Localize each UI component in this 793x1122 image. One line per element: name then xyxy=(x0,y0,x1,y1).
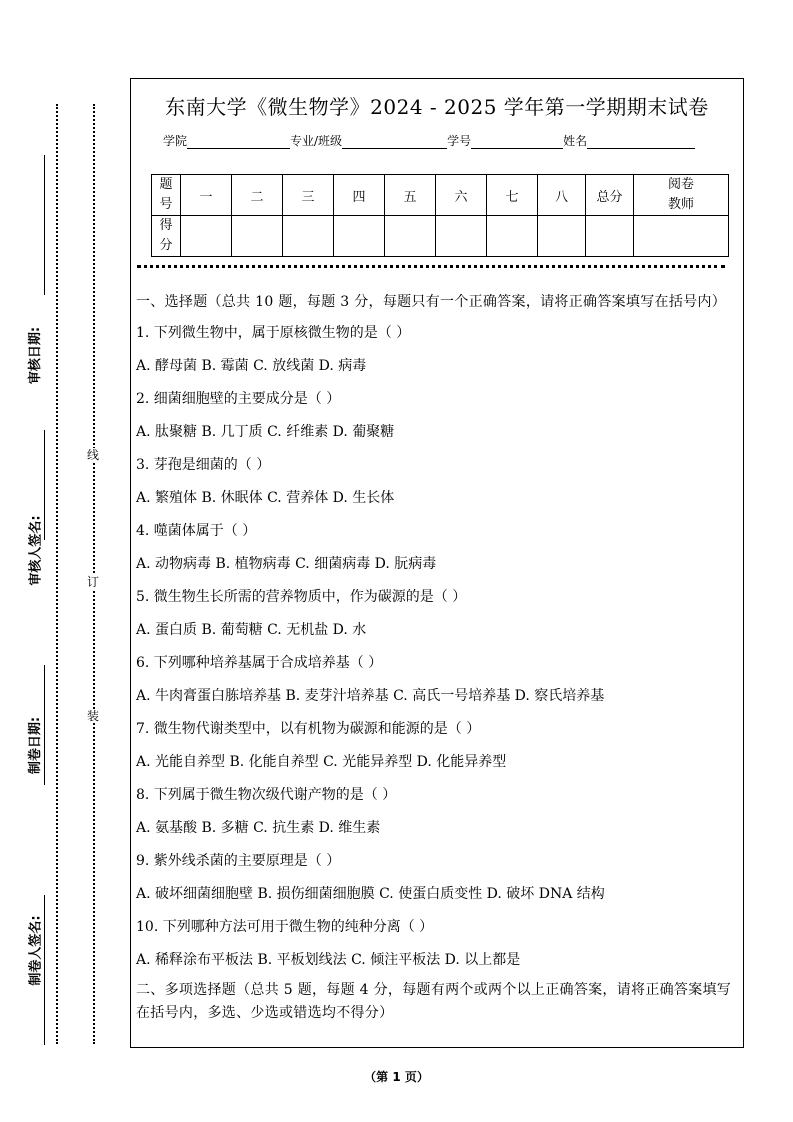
maker-sign-underline xyxy=(44,895,45,1045)
student-info-row xyxy=(163,132,695,149)
question-text: 6. 下列哪种培养基属于合成培养基（ ） xyxy=(136,655,383,671)
make-date-label: 制卷日期: xyxy=(28,716,44,774)
score-col-header: 四 xyxy=(334,175,385,216)
binding-mark-zhuang: 装 xyxy=(86,709,99,723)
name-label: 姓名 xyxy=(563,134,588,148)
score-table-header-row xyxy=(152,175,729,216)
question-options: A. 肽聚糖 B. 几丁质 C. 纤维素 D. 葡聚糖 xyxy=(136,424,395,440)
score-col-header: 一 xyxy=(181,175,232,216)
student-id-field[interactable] xyxy=(471,136,563,149)
score-col-header: 五 xyxy=(385,175,436,216)
review-date-underline xyxy=(44,155,45,295)
score-table-score-row xyxy=(152,216,729,257)
score-col-header: 八 xyxy=(538,175,586,216)
score-cell[interactable] xyxy=(436,216,487,257)
question-text: 4. 噬菌体属于（ ） xyxy=(136,523,257,539)
score-table xyxy=(151,174,729,257)
exam-title: 东南大学《微生物学》2024 - 2025 学年第一学期期末试卷 xyxy=(165,95,709,119)
section-1-heading: 一、选择题（总共 10 题，每题 3 分，每题只有一个正确答案，请将正确答案填写在括号内） xyxy=(136,294,727,310)
question-options: A. 稀释涂布平板法 B. 平板划线法 C. 倾注平板法 D. 以上都是 xyxy=(136,952,521,968)
dotted-separator xyxy=(137,265,725,268)
reviewer-sign-underline xyxy=(44,430,45,540)
major-label: 专业/班级 xyxy=(290,134,343,148)
question-options: A. 酵母菌 B. 霉菌 C. 放线菌 D. 病毒 xyxy=(136,358,367,374)
reviewer-sign-label: 审核人签名: xyxy=(28,514,44,586)
question-text: 10. 下列哪种方法可用于微生物的纯种分离（ ） xyxy=(136,919,434,935)
major-field[interactable] xyxy=(342,136,447,149)
binding-dotted-line-inner xyxy=(93,104,95,1044)
score-col-header: 六 xyxy=(436,175,487,216)
question-text: 5. 微生物生长所需的营养物质中，作为碳源的是（ ） xyxy=(136,589,467,605)
question-text: 8. 下列属于微生物次级代谢产物的是（ ） xyxy=(136,787,397,803)
score-cell[interactable] xyxy=(283,216,334,257)
score-cell[interactable] xyxy=(385,216,436,257)
binding-mark-line: 线 xyxy=(86,448,99,462)
binding-mark-ding: 订 xyxy=(86,575,99,589)
question-options: A. 动物病毒 B. 植物病毒 C. 细菌病毒 D. 朊病毒 xyxy=(136,556,437,572)
question-options: A. 繁殖体 B. 休眠体 C. 营养体 D. 生长体 xyxy=(136,490,395,506)
score-table-row-header: 得分 xyxy=(152,216,181,257)
college-label: 学院 xyxy=(163,134,188,148)
score-cell[interactable] xyxy=(232,216,283,257)
question-text: 7. 微生物代谢类型中，以有机物为碳源和能源的是（ ） xyxy=(136,721,481,737)
score-cell[interactable] xyxy=(487,216,538,257)
question-options: A. 光能自养型 B. 化能自养型 C. 光能异养型 D. 化能异养型 xyxy=(136,754,507,770)
score-cell[interactable] xyxy=(538,216,586,257)
score-table-row-header: 题号 xyxy=(152,175,181,216)
score-cell[interactable] xyxy=(334,216,385,257)
question-options: A. 破坏细菌细胞壁 B. 损伤细菌细胞膜 C. 使蛋白质变性 D. 破坏 DNA 结构 xyxy=(136,886,605,902)
question-text: 1. 下列微生物中，属于原核微生物的是（ ） xyxy=(136,325,411,341)
college-field[interactable] xyxy=(187,136,290,149)
score-col-header: 七 xyxy=(487,175,538,216)
question-options: A. 蛋白质 B. 葡萄糖 C. 无机盐 D. 水 xyxy=(136,622,367,638)
question-text: 3. 芽孢是细菌的（ ） xyxy=(136,457,271,473)
score-cell[interactable] xyxy=(634,216,729,257)
name-field[interactable] xyxy=(587,136,695,149)
score-col-header: 三 xyxy=(283,175,334,216)
score-col-header: 二 xyxy=(232,175,283,216)
question-options: A. 牛肉膏蛋白胨培养基 B. 麦芽汁培养基 C. 高氏一号培养基 D. 察氏培养基 xyxy=(136,688,605,704)
maker-sign-label: 制卷人签名: xyxy=(28,914,44,986)
question-options: A. 氨基酸 B. 多糖 C. 抗生素 D. 维生素 xyxy=(136,820,381,836)
review-date-label: 审核日期: xyxy=(28,326,44,384)
score-cell[interactable] xyxy=(181,216,232,257)
section-2-heading: 二、多项选择题（总共 5 题，每题 4 分，每题有两个或两个以上正确答案，请将正确答案填写在括号内，多选、少选或错选均不得分） xyxy=(136,982,732,1021)
score-cell[interactable] xyxy=(586,216,634,257)
page-number: （第 1 页） xyxy=(364,1070,429,1084)
exam-frame xyxy=(130,78,744,1048)
score-col-header: 总分 xyxy=(586,175,634,216)
questions-area xyxy=(136,291,737,1025)
question-text: 9. 紫外线杀菌的主要原理是（ ） xyxy=(136,853,341,869)
student-id-label: 学号 xyxy=(447,134,472,148)
binding-dotted-line-outer xyxy=(56,104,58,1044)
score-col-header: 阅卷教师 xyxy=(634,175,729,216)
make-date-underline xyxy=(44,665,45,785)
question-text: 2. 细菌细胞壁的主要成分是（ ） xyxy=(136,391,341,407)
